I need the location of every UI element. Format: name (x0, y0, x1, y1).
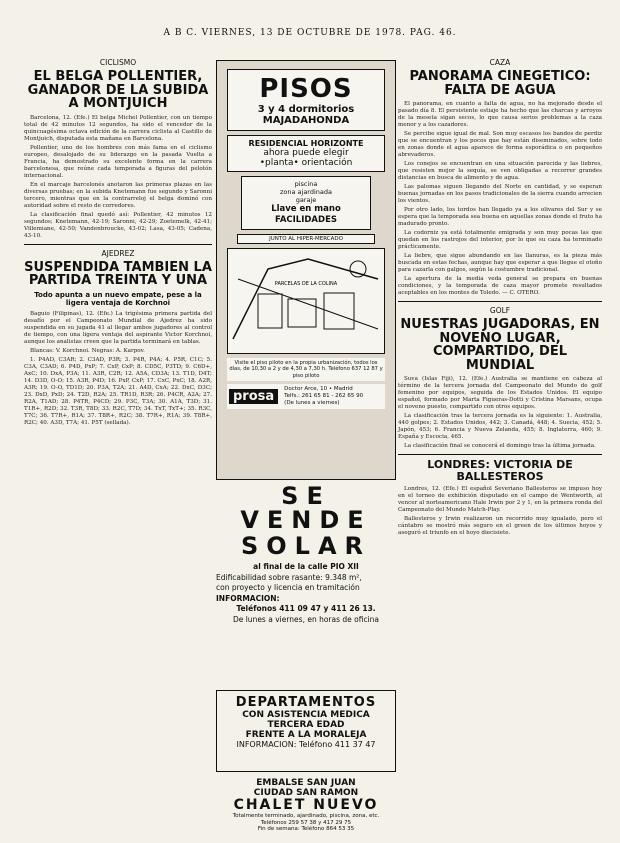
solar-proyecto: con proyecto y licencia en tramitación (216, 583, 360, 592)
facilidades-label: FACILIDADES (274, 215, 337, 225)
deps-info: INFORMACION: Teléfono 411 37 47 (236, 740, 376, 749)
map-label: PARCELAS DE LA COLINA (274, 280, 338, 287)
divider (398, 454, 602, 455)
section-label-caza: CAZA (489, 58, 511, 67)
visit-text: Visite el piso piloto en la propia urbanización, todos los días, de 10,30 a 2 y de 4,30 a 7,30 h. Teléfono 637 12 87 y piso piloto (227, 358, 385, 382)
paragraph: Baguio (Filipinas), 12. (Efe.) La trigésima primera partida del desafío por el Campeonato Mundial de Ajedrez ha sido suspendida en su jugada 41 al llegar ambos jugadores al control de tiempo, con una ligera ventaja del aspirante Victor Korchnoi, aunque los analistas creen que la partida terminará en tablas. (24, 311, 212, 346)
departamentos-ad (216, 690, 396, 772)
map-building (258, 294, 282, 328)
headline-londres: LONDRES: VICTORIA DE BALLESTEROS (427, 458, 573, 483)
llave-label: Llave en mano (271, 204, 341, 215)
solar-info-label: INFORMACION: (216, 593, 280, 603)
paragraph: 1. P4AD, C3AR; 2. C3AD, P3R; 3. P4R, P4A; 4. P5R, C1C; 5. C3A, C3AD; 6. P4D, PxP; 7. CxP, CxP; 8. CD5C, P3TD; 9. C6D+, AxC; 10. DxA, P3A; 11. A3R, C2R; 12. A5A, CD3A; 13. T1D, D4T; 14. D3D, O-O; 15. A3R, P4D; 16. PxP, CxP; 17. CxC, PxC; 18. A2R, A3R; 19. O-O, TD1D; 20. P3A, T2A; 21. A4D, CxA; 22. DxC, D3C; 23. DxD, PxD; 24. T2D, R2A; 25. TR1D, R3R; 26. P4CR, A2A; 27. R2A, T1AD; 28. P4TR, P4CD; 29. P3C, T3A; 30. A1A, T3D; 31. T1R+, R2D; 32. T3R, T8D; 33. R2C, T7D; 34. TxT, TxT+; 35. R3C, T7C; 36. T7R+, R1A; 37. T8R+, R2C; 38. T7R+, R1A; 39. T8R+, R2C; 40. A3D, T7A; 41. P5T (sellada). (24, 357, 212, 427)
paragraph: La liebre, que sigue abundando en las llanuras, es la pieza más buscada en estas fechas, aunque hay que esperar a que llegue el otoño para cazarla con galgos, según la costumbre tradicional. (398, 252, 602, 273)
residencial-name: RESIDENCIAL HORIZONTE (248, 139, 364, 148)
prosa-logo: prosa (229, 389, 278, 404)
solar-phones: Teléfonos 411 09 47 y 411 26 13. (236, 604, 376, 613)
pisos-headline-box (227, 69, 385, 131)
paragraph: La clasificación final se conocerá el domingo tras la última jornada. (404, 443, 596, 450)
headline-caza: PANORAMA CINEGETICO: FALTA DE AGUA (409, 69, 591, 98)
solar-ad (216, 480, 396, 640)
paragraph: La clasificación final quedó así: Pollentier, 42 minutos 12 segundos; Knetemann, 42-19; Saronni, 42-29; Zoetemelk, 42-41; Villemiane, 42-50; Vandenbroucke, 43-02; Lasa, 43-05; Cadena, 43-10. (24, 211, 212, 239)
headline-ciclismo: EL BELGA POLLENTIER, GANADOR DE LA SUBIDA A MONTJUICH (27, 69, 209, 112)
headline-golf: NUESTRAS JUGADORAS, EN NOVENO LUGAR, COMPARTIDO, DEL MUNDIAL (400, 316, 600, 373)
paragraph: Pollentier, uno de los hombres con más fama en el ciclismo europeo, desalojado de su liderazgo en la pasada Vuelta a Francia, ha demostrado su excelente forma en la carrera barcelonesa, que reúne cada temporada a figuras del pelotón internacional. (24, 144, 212, 179)
deps-tercera-edad: TERCERA EDAD (267, 720, 345, 730)
deps-title: DEPARTAMENTOS (235, 695, 377, 710)
paragraph: La apertura de la media veda general se prepara en buenas condiciones, y la temporada de caza mayor promete resultados aceptables en los montes de Toledo. — C. OTERO. (398, 275, 602, 296)
chalet-desc: Totalmente terminado, ajardinado, piscina, zona, etc. (232, 812, 380, 819)
paragraph: Barcelona, 12. (Efe.) El belga Michel Pollentier, con un tiempo total de 42 minutos 12 segundos, ha sido el vencedor de la quincuagésima octava edición de la carrera ciclista al Castillo de Montjuich, disputada esta mañana en Barcelona. (24, 114, 212, 142)
deps-moraleja: FRENTE A LA MORALEJA (245, 730, 367, 740)
subheadline-ajedrez: Todo apunta a un nuevo empate, pese a la ligera ventaja de Korchnoi (34, 290, 202, 307)
paragraph: En el marcaje barcelonés anotaron las primeras plazas en las diversas pruebas; en la subida Knetemann fue segundo y Saronni tercero, mientras que en la contrarreloj el belga dominó con autoridad sobre el resto de corredores. (24, 181, 212, 209)
divider (24, 244, 212, 245)
paragraph: Las palomas siguen llegando del Norte en cantidad, y se esperan buenas jornadas en los pasos tradicionales de la sierra cuando arrecien los vientos. (398, 184, 602, 205)
paragraph: Se percibe sigue igual de mal. Son muy escasos los bandos de perdiz que se encuentran y los pocos que hay están diseminados, sobre todo en zonas donde el agua aparece de forma esporádica o en pequeños abrevaderos. (398, 131, 602, 159)
section-label-golf: GOLF (489, 305, 511, 315)
section-label-ajedrez: AJEDREZ (101, 248, 135, 258)
solar-title-2: SOLAR (240, 532, 372, 560)
paragraph: El panorama, en cuanto a falta de agua, no ha mejorado desde el pasado día 8. El persistente estiaje ha hecho que las charcas y arroyos de la meseta sigan secos, lo que causa serios problemas a la caza menor y a los cazadores. (398, 101, 602, 129)
prosa-phones: Telfs.: 261 65 81 - 262 65 90 (284, 393, 364, 399)
chalet-embalse: EMBALSE SAN JUAN (256, 778, 356, 788)
feature-item: piscina (294, 180, 318, 188)
map-marker (350, 261, 366, 277)
chalet-ad (216, 778, 396, 836)
map-building (288, 299, 316, 327)
paragraph: Ballesteros y Irwin realizaron un recorrido muy igualado, pero el cántabro se mostró más seguro en el green de los últimos hoyos y aseguró el triunfo en el hoyo diecisiete. (398, 516, 602, 537)
solar-location: al final de la calle PIO XII (253, 562, 359, 571)
residencial-planta: •planta• orientación (259, 158, 353, 168)
solar-title-1: SE VENDE (240, 482, 372, 534)
column-right (398, 58, 602, 539)
pisos-title: PISOS (259, 74, 353, 104)
map-drawing (228, 249, 384, 353)
page-header: A B C. VIERNES, 13 DE OCTUBRE DE 1978. PAG. 46. (163, 28, 457, 38)
section-label-ciclismo: CICLISMO (99, 58, 137, 67)
paragraph: Londres, 12. (Efe.) El español Severiano Ballesteros se impuso hoy en el torneo de exhibición disputado en el campo de Wentworth, al vencer al norteamericano Hale Irwin por 2 y 1, en la primera ronda del Campeonato del Mundo Match-Play. (398, 486, 602, 514)
pisos-dormitorios: 3 y 4 dormitorios (257, 104, 355, 115)
feature-item: garaje (295, 196, 317, 205)
solar-edificabilidad: Edificabilidad sobre rasante: 9.348 m², (216, 572, 362, 582)
paragraph: Por otro lado, los tordos han llegado ya a los olivares del Sur y se espera que la temporada sea buena en aquellas zonas donde el fruto ha madurado pronto. (398, 207, 602, 228)
solar-hours: De lunes a viernes, en horas de oficina (232, 614, 380, 624)
location-map (227, 248, 385, 354)
prosa-hours: (De lunes a viernes) (284, 399, 340, 406)
paragraph: Suva (Islas Fiji), 12. (Efe.) Australia se mantiene en cabeza al término de la tercera jornada del Campeonato del Mundo de golf femenino por equipos, seguida de los Estados Unidos. El equipo español, formado por Marta Figueras-Dotti y Cristina Marsans, ocupa el noveno puesto, compartido con otros equipos. (398, 376, 602, 411)
features-box (241, 176, 371, 230)
pisos-location: MAJADAHONDA (262, 115, 350, 126)
paragraph: La codorniz ya está totalmente emigrada y son muy pocas las que quedan en los rastrojos del interior, por lo que su caza ha terminado prácticamente. (398, 230, 602, 250)
divider (398, 301, 602, 302)
residencial-box (227, 135, 385, 172)
chalet-weekend: Fin de semana: Teléfono 864 53 35 (257, 826, 355, 833)
headline-ajedrez: SUSPENDIDA TAMBIEN LA PARTIDA TREINTA Y UNA (24, 259, 212, 289)
chalet-title: CHALET NUEVO (233, 797, 379, 813)
prosa-contact (227, 384, 385, 409)
column-left (24, 58, 212, 429)
paragraph: Blancas: V. Korchnoi. Negras: A. Karpov. (30, 348, 145, 355)
paragraph: La clasificación tras la tercera jornada es la siguiente: 1. Australia, 440 golpes; 2. Estados Unidos, 442; 3. Canadá, 448; 4. Suecia, 452; 5. Japón, 453; 6. Francia y Nueva Zelanda, 455; 8. Inglaterra, 460; 9. España y Escocia, 465. (398, 413, 602, 441)
residencial-ahora: ahora puede elegir (263, 148, 349, 158)
prosa-address: Doctor Arce, 10 • Madrid (284, 386, 353, 393)
chalet-phones: Teléfonos 259 57 38 y 417 29 75 (260, 819, 352, 826)
deps-asistencia: CON ASISTENCIA MEDICA (242, 710, 370, 720)
feature-item: zona ajardinada (279, 188, 333, 197)
prosa-details (284, 386, 363, 407)
chalet-ciudad: CIUDAD SAN RAMON (253, 788, 359, 798)
paragraph: Los conejos se encuentran en una situación parecida y las liebres, que resisten mejor la sequía, se ven obligadas a recorrer grandes distancias en busca de alimento y de agua. (398, 161, 602, 182)
pisos-ad (216, 60, 396, 480)
hiper-label: JUNTO AL HIPER-MERCADO (237, 234, 375, 244)
